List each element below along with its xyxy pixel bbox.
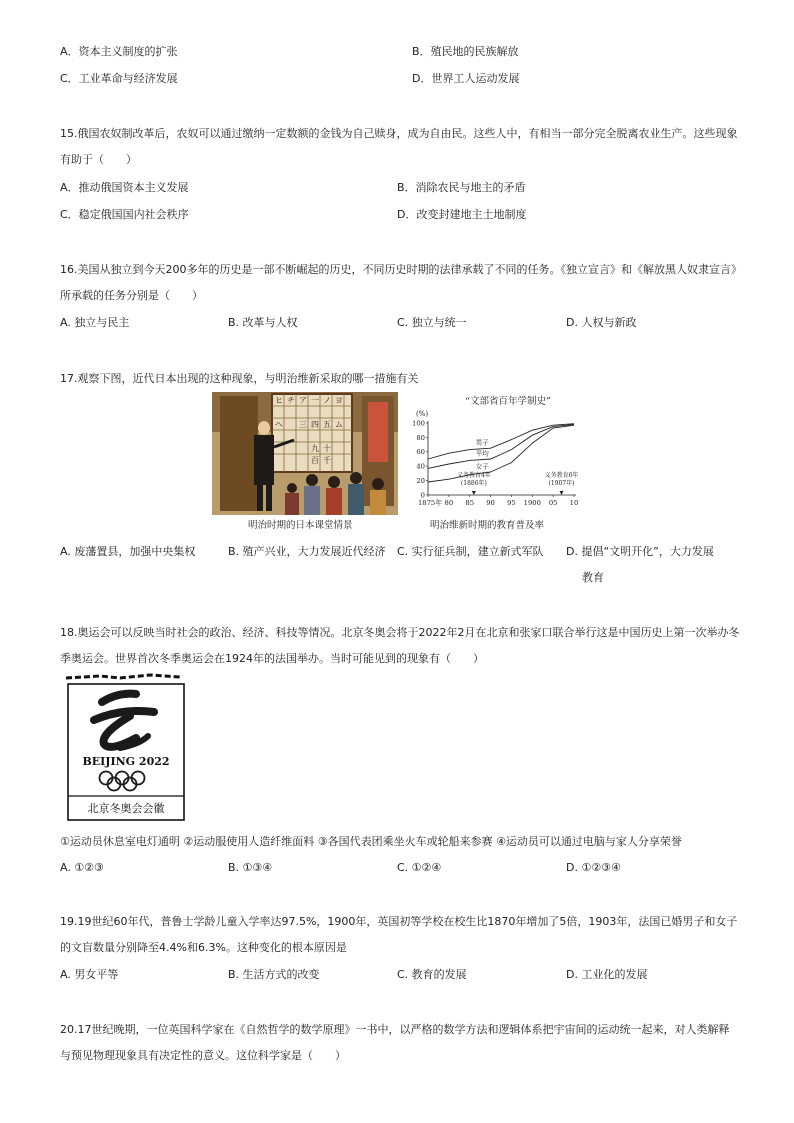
option-d: D. 工业化的发展 [566,968,648,981]
x-tick-label: 10 [569,499,579,507]
option-d: D．世界工人运动发展 [412,72,520,85]
y-tick-label: 100 [412,419,425,428]
option-b: B．消除农民与地主的矛盾 [397,181,526,194]
svg-text:四: 四 [311,420,319,429]
series-label: 女子 [475,462,489,471]
y-tick-label: 60 [416,448,425,457]
svg-text:ヘ: ヘ [275,420,283,429]
x-tick-label: 95 [507,499,516,507]
x-tick-label: 05 [548,499,558,507]
option-d: D. ①②③④ [566,861,621,874]
question-20-stem: 20.17世纪晚期，一位英国科学家在《自然哲学的数学原理》一书中，以严格的数学方法和逻辑体系把宇宙间的运动统一起来，对人类解释与预见物理现象具有决定性的意义。这位科学家是（ ） [60,1023,730,1062]
option-b: B. 改革与人权 [228,316,298,329]
svg-text:百: 百 [311,456,319,465]
x-tick-label: 85 [465,499,475,507]
svg-text:ノ: ノ [323,396,331,405]
question-17-stem: 17.观察下图，近代日本出现的这种现象，与明治维新采取的哪一措施有关 [60,372,419,385]
option-d: D. 人权与新政 [566,316,637,329]
svg-text:チ: チ [287,396,295,405]
option-d-continued: 教育 [582,571,604,584]
option-a: A. 独立与民主 [60,316,130,329]
x-tick-label: 80 [444,499,454,507]
y-axis-label: (%) [415,410,429,418]
option-c: C．工业革命与经济发展 [60,72,178,85]
option-b: B. ①③④ [228,861,273,874]
annotation-sublabel: (1886年) [460,480,487,487]
literacy-chart [408,392,584,518]
question-18-stem: 18.奥运会可以反映当时社会的政治、经济、科技等情况。北京冬奥会将于2022年2月在北京和张家口联合举行这是中国历史上第一次举办冬季奥运会。世界首次冬季奥运会在1924年的法国举办。当时可能见到的现象有（ ） [60,626,740,665]
annotation-label: 义务教育4年 [456,472,491,479]
option-a: A. 废藩置县，加强中央集权 [60,545,196,558]
option-d: D. 提倡“文明开化”，大力发展 [566,545,714,558]
y-tick-label: 0 [420,491,425,500]
annotation-label: 义务教育6年 [544,472,579,479]
y-tick-label: 80 [416,433,425,442]
beijing-2022-emblem [60,672,188,824]
y-tick-label: 20 [416,477,425,485]
svg-text:三: 三 [299,420,307,429]
emblem-text: BEIJING 2022 [82,755,170,768]
question-19-stem: 19.19世纪60年代，普鲁士学龄儿童入学率达97.5%，1900年，英国初等学校在校生比1870年增加了5倍，1903年，法国已婚男子和女子的文盲数量分别降至4.4%和6.3%。这种变化的根本原因是 [60,915,738,954]
question-18-items: ①运动员休息室电灯通明 ②运动服使用人造纤维面料 ③各国代表团乘坐火车或轮船来参赛 ④运动员可以通过电脑与家人分享荣誉 [60,835,682,848]
chart-title: “文部省百年学制史” [465,396,551,407]
svg-text:ム: ム [335,420,343,429]
option-c: C. ①②④ [397,861,442,874]
option-d: D．改变封建地主土地制度 [397,208,527,221]
option-c: C. 教育的发展 [397,968,467,981]
svg-text:ア: ア [299,396,307,405]
x-tick-label: 90 [486,499,495,507]
option-c: C. 实行征兵制，建立新式军队 [397,545,544,558]
svg-text:九: 九 [311,444,319,453]
emblem-caption: 北京冬奥会会徽 [87,802,165,815]
series-label: 男子 [475,438,489,447]
annotation-sublabel: (1907年) [548,480,575,487]
classroom-photo [212,392,398,515]
photo-caption: 明治时期的日本课堂情景 [248,520,353,531]
svg-text:十: 十 [323,444,331,453]
chart-svg [408,392,584,518]
series-line-2 [428,424,574,471]
svg-text:一: 一 [311,396,319,405]
option-c: C. 独立与统一 [397,316,467,329]
chart-caption: 明治维新时期的教育普及率 [430,520,545,531]
svg-text:ヒ: ヒ [275,396,283,405]
annotation-marker [559,491,563,495]
svg-text:五: 五 [323,420,331,429]
classroom-illustration [212,392,398,515]
x-tick-label: 1900 [523,499,541,507]
option-b: B. 生活方式的改变 [228,968,320,981]
option-b: B. 殖产兴业，大力发展近代经济 [228,545,386,558]
series-label: 平均 [475,449,489,458]
option-a: A. ①②③ [60,861,104,874]
option-c: C．稳定俄国国内社会秩序 [60,208,189,221]
option-b: B．殖民地的民族解放 [412,45,519,58]
question-16-stem: 16.美国从独立到今天200多年的历史是一部不断崛起的历史，不同历史时期的法律承载了不同的任务。《独立宣言》和《解放黑人奴隶宣言》所承载的任务分别是（ ） [60,263,737,302]
option-a: A．推动俄国资本主义发展 [60,181,189,194]
y-tick-label: 40 [416,462,425,471]
svg-text:ヨ: ヨ [335,396,343,405]
x-tick-label: 1875年 [417,499,443,507]
emblem-svg [60,672,188,824]
option-a: A．资本主义制度的扩张 [60,45,178,58]
svg-text:千: 千 [323,456,331,465]
option-a: A. 男女平等 [60,968,119,981]
question-15-stem: 15.俄国农奴制改革后，农奴可以通过缴纳一定数额的金钱为自己赎身，成为自由民。这些人中，有相当一部分完全脱离农业生产。这些现象有助于（ ） [60,127,738,166]
annotation-marker [472,491,476,495]
